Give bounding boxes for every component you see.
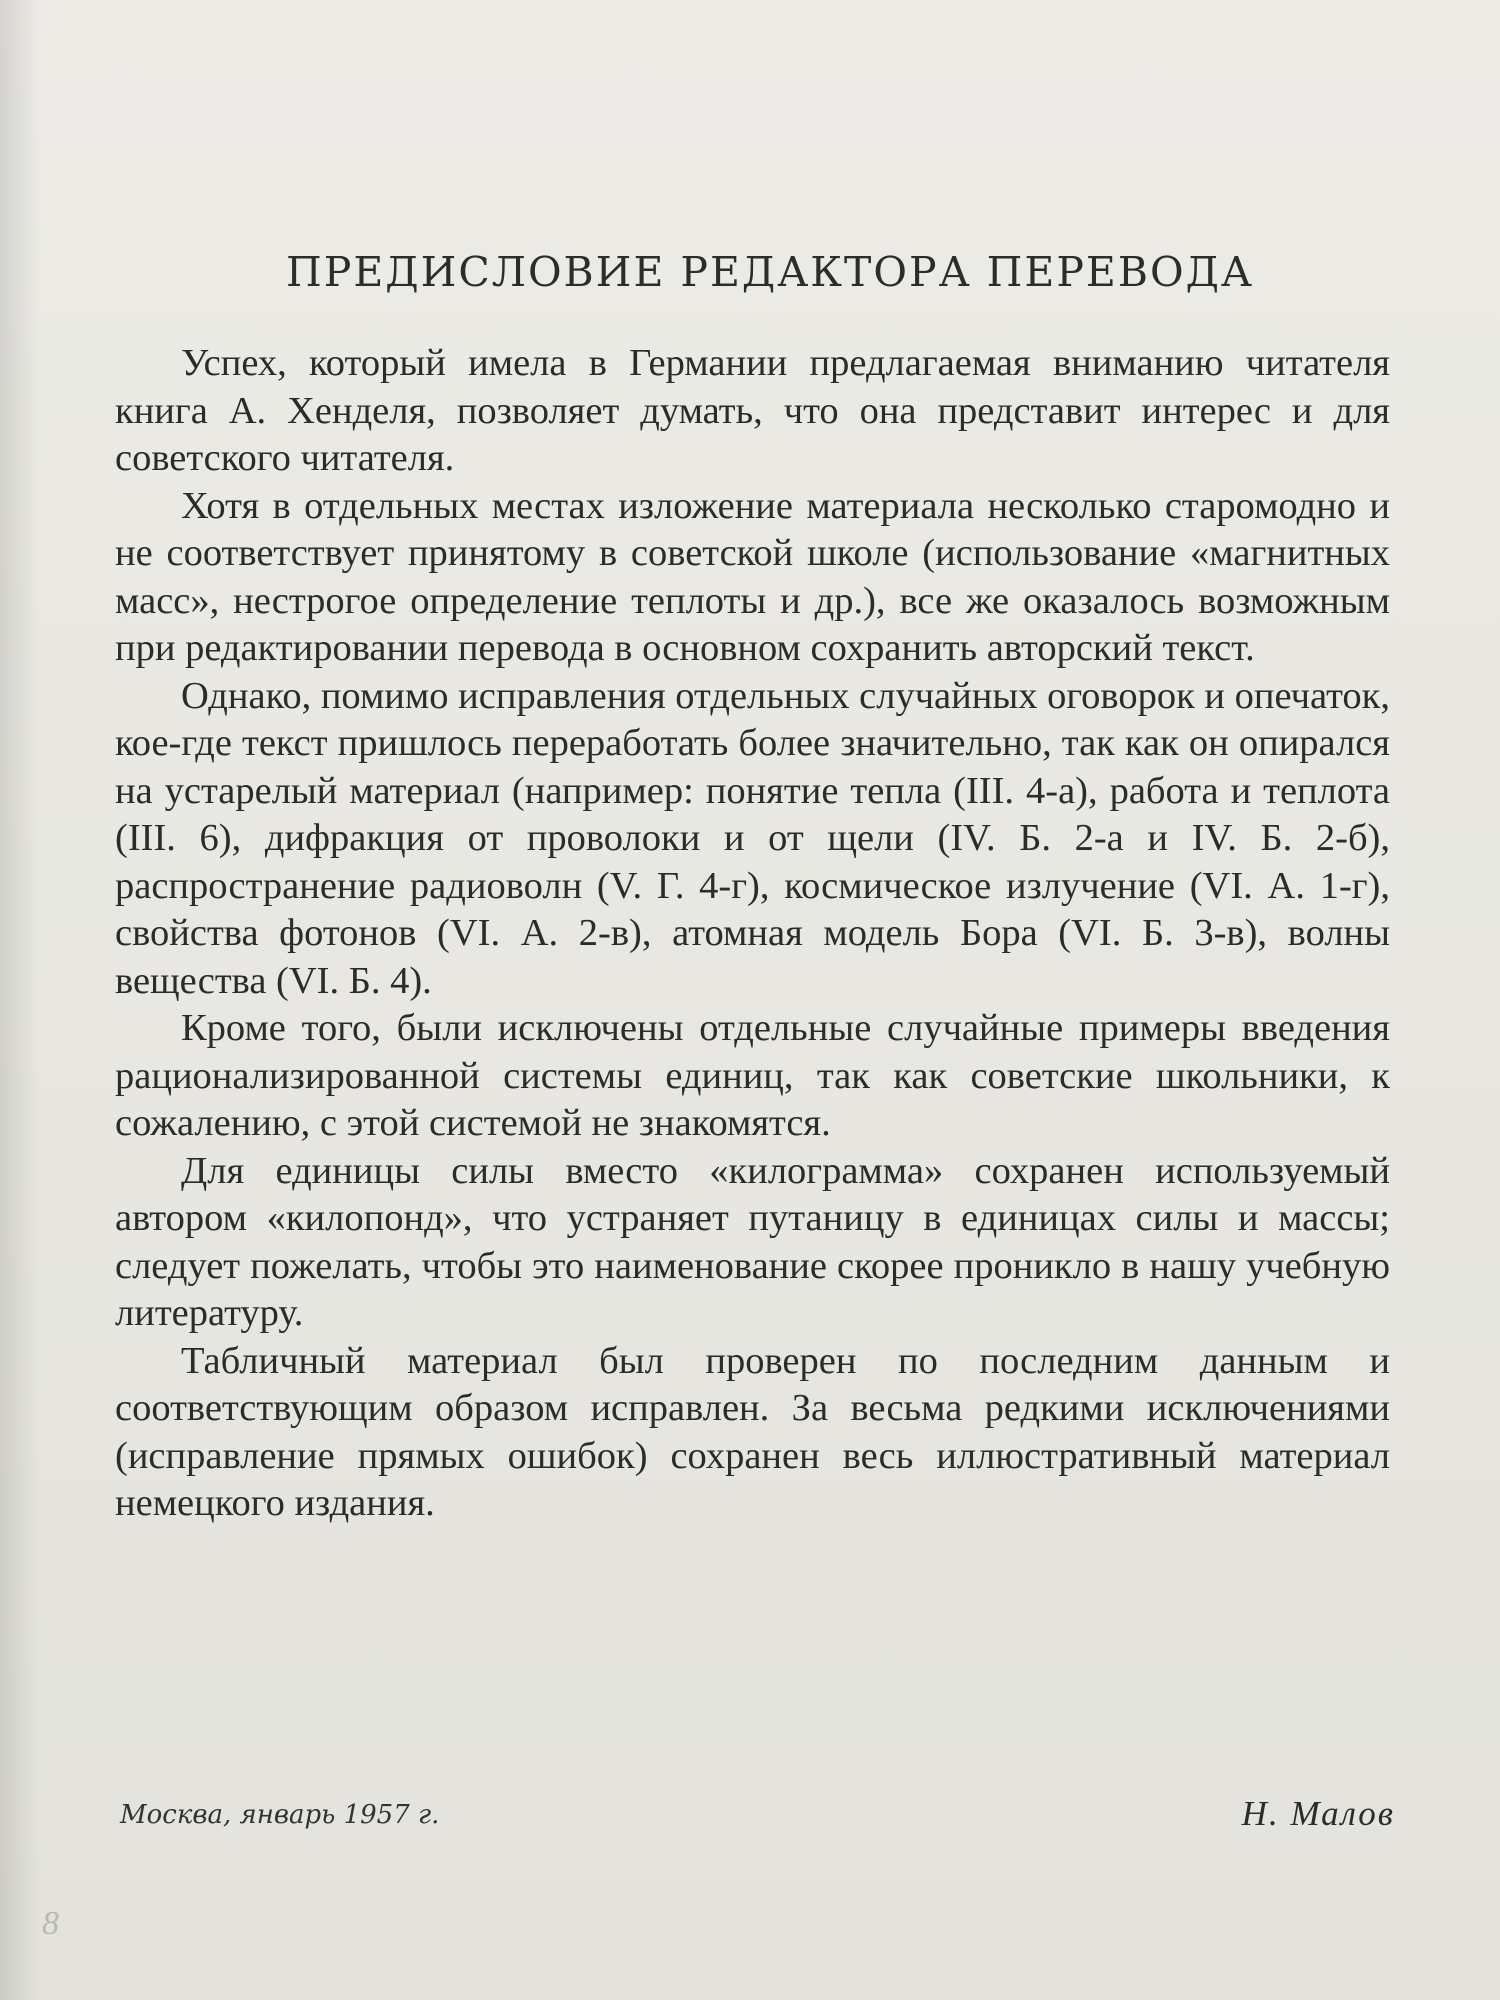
paragraph: Однако, помимо исправления отдельных случайных оговорок и опечаток, кое-где текст пришлось переработать более значительно, так как он опирался на устарелый материал (например: понятие тепла (III. 4-а), работа и теплота (III. 6), дифракция от проволоки и от щели (IV. Б. 2-а и IV. Б. 2-б), распространение радиоволн (V. Г. 4-г), космическое излучение (VI. А. 1-г), свойства фотонов (VI. А. 2-в), атомная модель Бора (VI. Б. 3-в), волны вещества (VI. Б. 4). <box>115 674 1390 1002</box>
page-binding-shadow <box>0 0 40 2000</box>
paragraph: Успех, который имела в Германии предлагаемая вниманию читателя книга А. Хенделя, позволяет думать, что она представит интерес и для советского читателя. <box>115 342 1390 479</box>
paragraph: Для единицы силы вместо «килограмма» сохранен используемый автором «килопонд», что устраняет путаницу в единицах силы и массы; следует пожелать, чтобы это наименование скорее проникло в нашу учебную литературу. <box>115 1149 1390 1334</box>
paragraph: Хотя в отдельных местах изложение материала несколько старомодно и не соответствует принятому в советской школе (использование «магнитных масс», нестрогое определение теплоты и др.), все же оказалось возможным при редактировании перевода в основном сохранить авторский текст. <box>115 484 1390 669</box>
editor-signature: Н. Малов <box>1241 1794 1395 1833</box>
paragraph: Кроме того, были исключены отдельные случайные примеры введения рационализированной системы единиц, так как советские школьники, к сожалению, с этой системой не знакомятся. <box>115 1007 1390 1144</box>
preface-body <box>115 340 1390 1528</box>
page-number: 8 <box>42 1905 59 1942</box>
place-and-date: Москва, январь 1957 г. <box>120 1800 440 1830</box>
preface-footer <box>120 1794 1395 1850</box>
paragraph: Табличный материал был проверен по последним данным и соответствующим образом исправлен. За весьма редкими исключениями (исправление прямых ошибок) сохранен весь иллюстративный материал немецкого издания. <box>115 1339 1390 1524</box>
page-heading: ПРЕДИСЛОВИЕ РЕДАКТОРА ПЕРЕВОДА <box>286 248 1254 296</box>
